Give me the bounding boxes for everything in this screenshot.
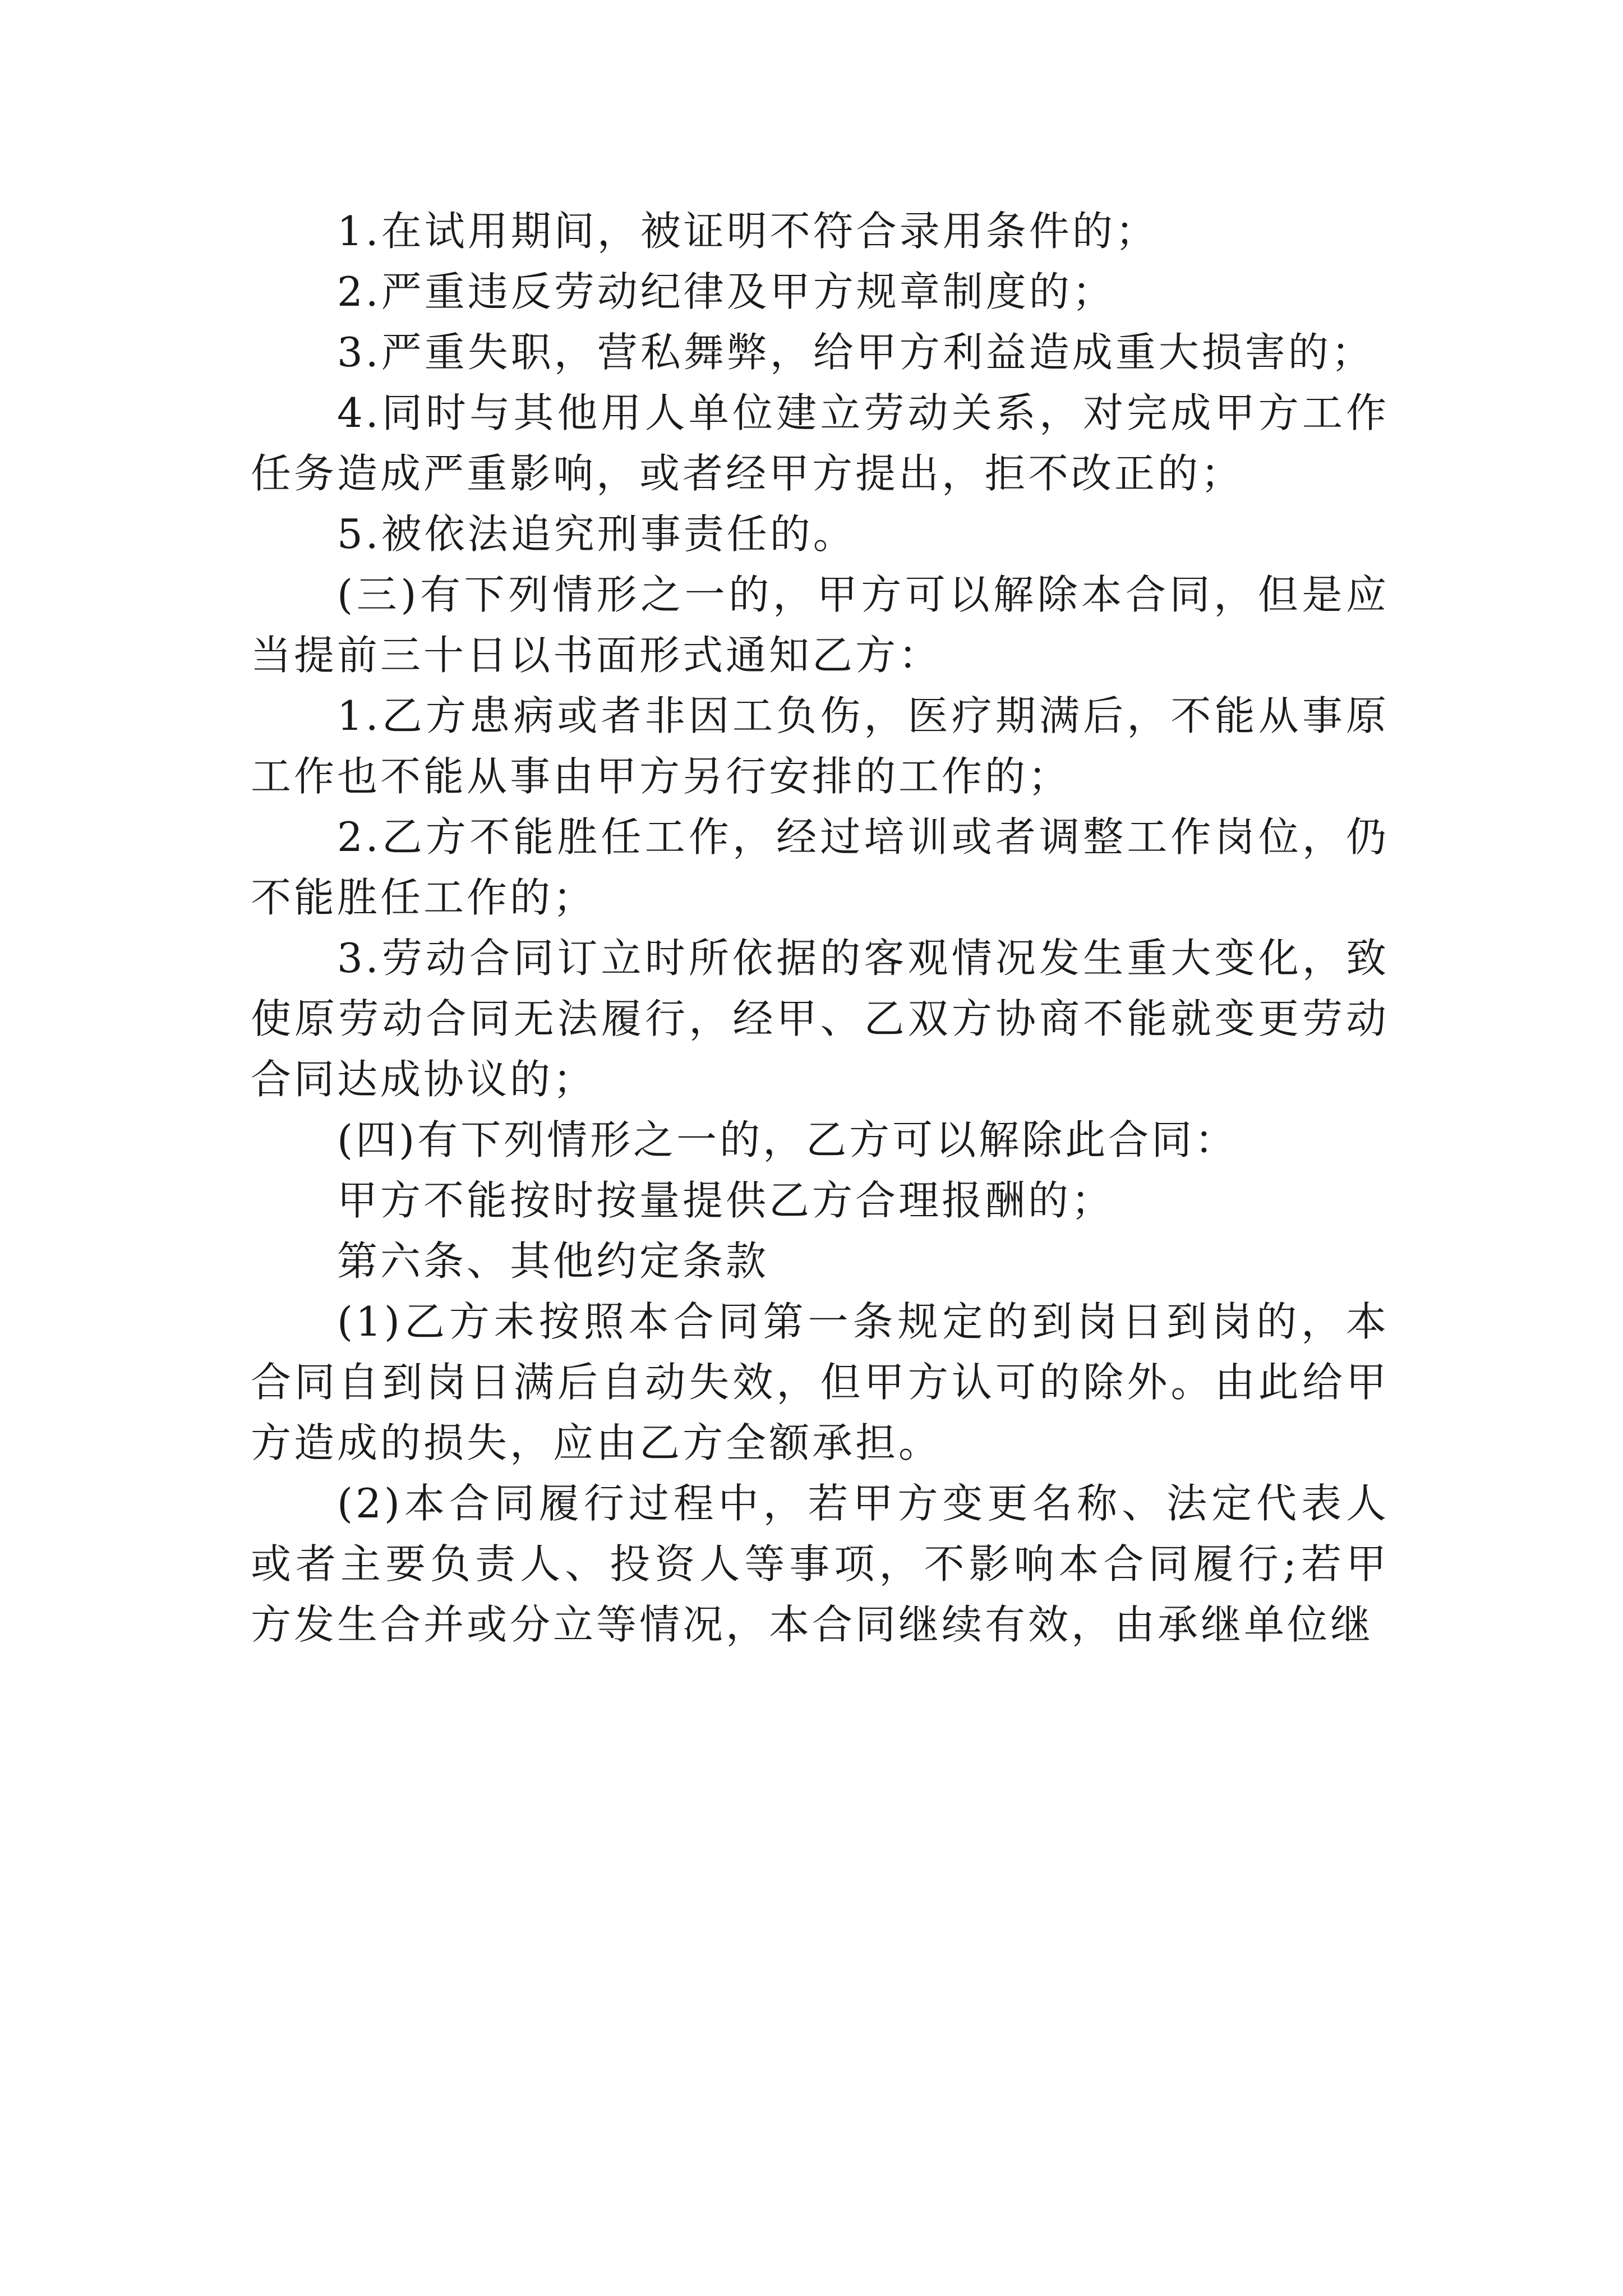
paragraph-article-six-heading: 第六条、其他约定条款 <box>337 1237 769 1285</box>
paragraph-unpaid-remuneration: 甲方不能按时按量提供乙方合理报酬的； <box>337 1177 1115 1224</box>
paragraph-section-three-heading: (三)有下列情形之一的，甲方可以解除本合同，但是应当提前三十日以书面形式通知乙方： <box>251 571 1389 679</box>
contract-body-text <box>251 201 1389 1655</box>
paragraph-serious-negligence: 3.严重失职，营私舞弊，给甲方利益造成重大损害的； <box>337 329 1375 376</box>
paragraph-criminal-liability: 5.被依法追究刑事责任的。 <box>337 510 856 558</box>
paragraph-clause-one: (1)乙方未按照本合同第一条规定的到岗日到岗的，本合同自到岗日满后自动失效，但甲方认可的除外。由此给甲方造成的损失，应由乙方全额承担。 <box>251 1298 1389 1466</box>
paragraph-incompetence: 2.乙方不能胜任工作，经过培训或者调整工作岗位，仍不能胜任工作的； <box>251 813 1389 921</box>
paragraph-discipline-violation: 2.严重违反劳动纪律及甲方规章制度的； <box>337 268 1115 315</box>
paragraph-dual-employment: 4.同时与其他用人单位建立劳动关系，对完成甲方工作任务造成严重影响，或者经甲方提出，拒不改正的； <box>251 389 1389 497</box>
paragraph-probation-condition: 1.在试用期间，被证明不符合录用条件的； <box>337 208 1159 255</box>
paragraph-clause-two: (2)本合同履行过程中，若甲方变更名称、法定代表人或者主要负责人、投资人等事项，不影响本合同履行;若甲方发生合并或分立等情况，本合同继续有效，由承继单位继 <box>251 1480 1389 1648</box>
paragraph-section-four-heading: (四)有下列情形之一的，乙方可以解除此合同： <box>337 1116 1238 1163</box>
paragraph-circumstance-change: 3.劳动合同订立时所依据的客观情况发生重大变化，致使原劳动合同无法履行，经甲、乙双方协商不能就变更劳动合同达成协议的； <box>251 935 1389 1103</box>
paragraph-illness-injury: 1.乙方患病或者非因工负伤，医疗期满后，不能从事原工作也不能从事由甲方另行安排的工作的； <box>251 692 1389 800</box>
